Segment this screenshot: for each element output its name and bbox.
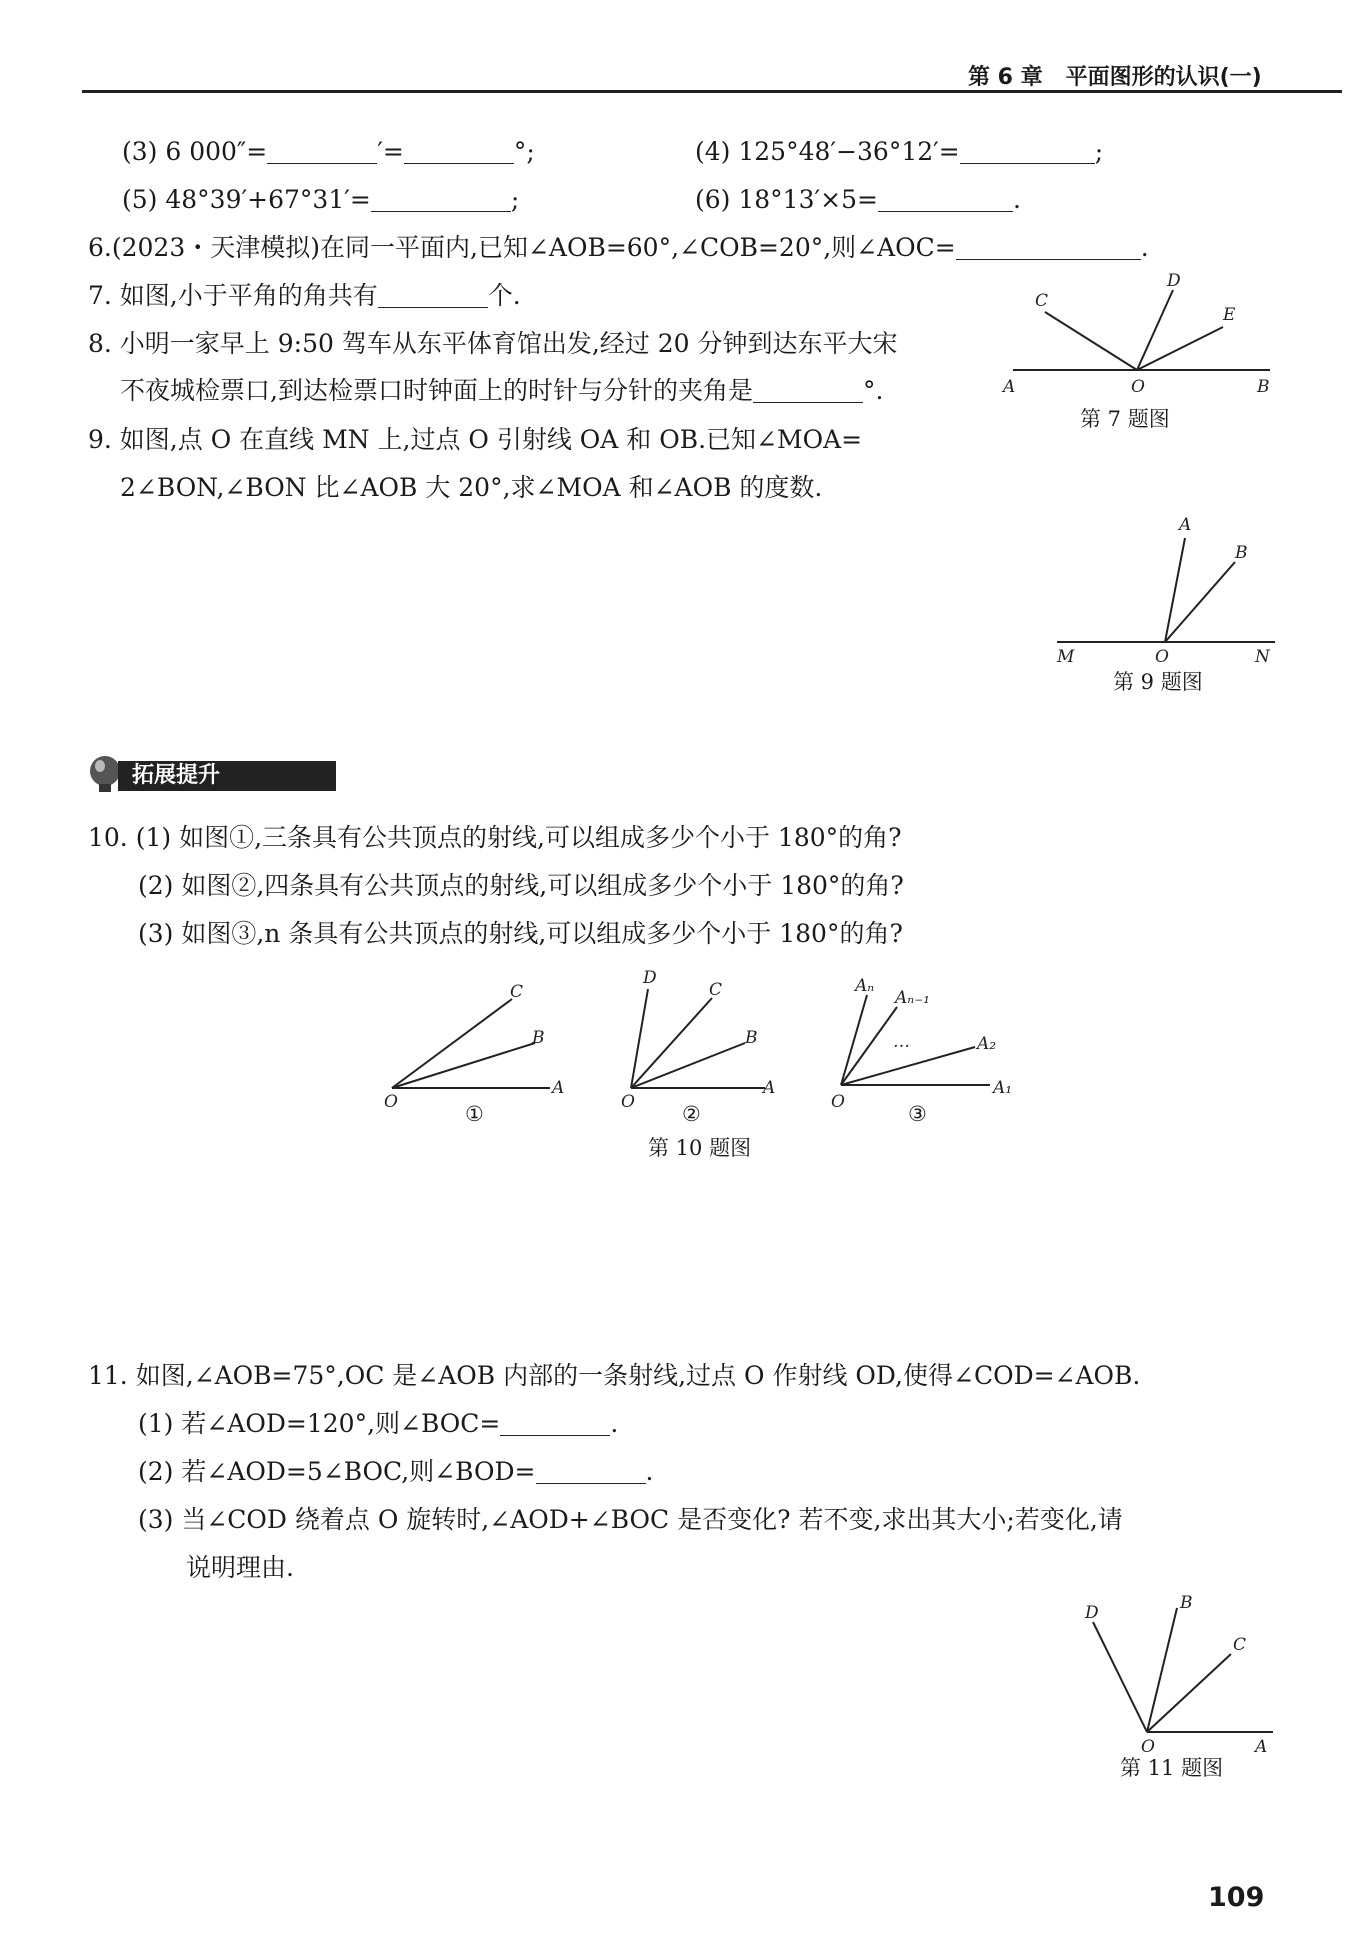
ray-OC (392, 999, 512, 1088)
ray-OB (1165, 562, 1235, 642)
answer-blank[interactable] (536, 1459, 646, 1484)
question-11-part3-line1: (3) 当∠COD 绕着点 O 旋转时,∠AOD+∠BOC 是否变化? 若不变,求出其大小;若变化,请 (138, 1505, 1123, 1534)
label-N: N (1255, 647, 1270, 667)
ray-OA2 (841, 1047, 975, 1085)
ray-OD (1093, 1622, 1147, 1732)
answer-blank[interactable] (404, 139, 514, 164)
answer-blank[interactable] (956, 235, 1141, 260)
label-B: B (1257, 377, 1270, 397)
figure-11-caption: 第 11 题图 (1120, 1756, 1224, 1780)
ray-OB (392, 1043, 535, 1088)
label-B: B (745, 1028, 758, 1048)
label-A1: A₁ (993, 1078, 1013, 1098)
question-9-line1: 9. 如图,点 O 在直线 MN 上,过点 O 引射线 OA 和 OB.已知∠MOA= (88, 425, 863, 454)
label-A2: A₂ (977, 1034, 997, 1054)
question-11-part3-line2: 说明理由. (186, 1553, 294, 1582)
ray-OB (1147, 1608, 1177, 1732)
label-D: D (643, 968, 657, 988)
ray-OAn-1 (841, 1007, 897, 1085)
answer-blank[interactable] (753, 378, 863, 403)
question-10-part2: (2) 如图②,四条具有公共顶点的射线,可以组成多少个小于 180°的角? (138, 871, 904, 900)
label-O: O (831, 1092, 845, 1112)
answer-blank[interactable] (371, 187, 511, 212)
label-D: D (1167, 271, 1181, 291)
question-source: (2023・天津模拟) (111, 233, 320, 262)
label-B: B (1180, 1593, 1193, 1613)
figure-10-3-marker: ③ (908, 1102, 927, 1126)
answer-blank[interactable] (878, 187, 1013, 212)
question-11-stem: 11. 如图,∠AOB=75°,OC 是∠AOB 内部的一条射线,过点 O 作射线 OD,使得∠COD=∠AOB. (88, 1361, 1141, 1390)
question-11-part1: (1) 若∠AOD=120°,则∠BOC= . (138, 1409, 619, 1438)
label-An-1: Aₙ₋₁ (895, 988, 930, 1008)
figure-10-3 (825, 965, 1025, 1125)
figure-9 (1045, 510, 1285, 670)
label-B: B (532, 1028, 545, 1048)
label-An: Aₙ (855, 976, 875, 996)
figure-10-2 (615, 965, 795, 1125)
label-B: B (1235, 543, 1248, 563)
figure-7-caption: 第 7 题图 (1080, 407, 1170, 431)
q5-part3: (3) 6 000″= ′= °; (122, 137, 535, 166)
question-7: 7. 如图,小于平角的角共有 个. (88, 281, 521, 310)
question-8-line2: 不夜城检票口,到达检票口时钟面上的时针与分针的夹角是 °. (120, 376, 884, 405)
ray-OE (1137, 327, 1223, 370)
label-O: O (1155, 647, 1169, 667)
label-O: O (1131, 377, 1145, 397)
label-E: E (1223, 305, 1236, 325)
answer-blank[interactable] (267, 139, 377, 164)
ray-OAn (841, 995, 867, 1085)
label-A: A (552, 1078, 565, 1098)
question-8-line1: 8. 小明一家早上 9:50 驾车从东平体育馆出发,经过 20 分钟到达东平大宋 (88, 329, 898, 358)
question-9-line2: 2∠BON,∠BON 比∠AOB 大 20°,求∠MOA 和∠AOB 的度数. (120, 473, 823, 502)
question-10-part3: (3) 如图③,n 条具有公共顶点的射线,可以组成多少个小于 180°的角? (138, 919, 903, 948)
label-C: C (510, 982, 524, 1002)
q5-part6: (6) 18°13′×5= . (695, 185, 1021, 214)
ray-OA (1165, 538, 1185, 642)
label-O: O (1141, 1737, 1155, 1757)
label-A: A (1255, 1737, 1268, 1757)
chapter-header (968, 60, 1262, 91)
question-11-part2: (2) 若∠AOD=5∠BOC,则∠BOD= . (138, 1457, 654, 1486)
answer-blank[interactable] (378, 283, 488, 308)
label-C: C (709, 980, 723, 1000)
question-6: 6.(2023・天津模拟)在同一平面内,已知∠AOB=60°,∠COB=20°,则∠AOC= . (88, 233, 1149, 262)
chapter-title: 平面图形的认识(一) (1065, 65, 1262, 90)
figure-11 (1075, 1590, 1295, 1760)
label-D: D (1085, 1603, 1099, 1623)
label-C: C (1233, 1635, 1247, 1655)
label-A: A (763, 1078, 776, 1098)
q5-part4: (4) 125°48′−36°12′= ; (695, 137, 1104, 166)
label-A: A (1003, 377, 1016, 397)
figure-10-caption: 第 10 题图 (648, 1136, 752, 1160)
label-A: A (1179, 515, 1192, 535)
ellipsis: … (893, 1032, 910, 1052)
chapter-number: 第 6 章 (968, 65, 1043, 90)
header-rule (82, 90, 1342, 93)
ray-OC (1045, 312, 1137, 370)
ray-OC (1147, 1654, 1231, 1732)
ray-OD (1137, 290, 1173, 370)
section-title: 拓展提升 (118, 761, 336, 791)
question-10-part1: 10. (1) 如图①,三条具有公共顶点的射线,可以组成多少个小于 180°的角? (88, 823, 902, 852)
page-number: 109 (1208, 1882, 1265, 1913)
answer-blank[interactable] (500, 1411, 610, 1436)
figure-10-2-marker: ② (682, 1102, 701, 1126)
label-O: O (384, 1092, 398, 1112)
answer-blank[interactable] (960, 139, 1095, 164)
label-O: O (621, 1092, 635, 1112)
figure-10-1-marker: ① (465, 1102, 484, 1126)
ray-OB (631, 1043, 745, 1088)
figure-9-caption: 第 9 题图 (1113, 670, 1203, 694)
label-M: M (1057, 647, 1075, 667)
label-C: C (1035, 291, 1049, 311)
q5-part5: (5) 48°39′+67°31′= ; (122, 185, 520, 214)
lightbulb-icon (88, 755, 122, 795)
